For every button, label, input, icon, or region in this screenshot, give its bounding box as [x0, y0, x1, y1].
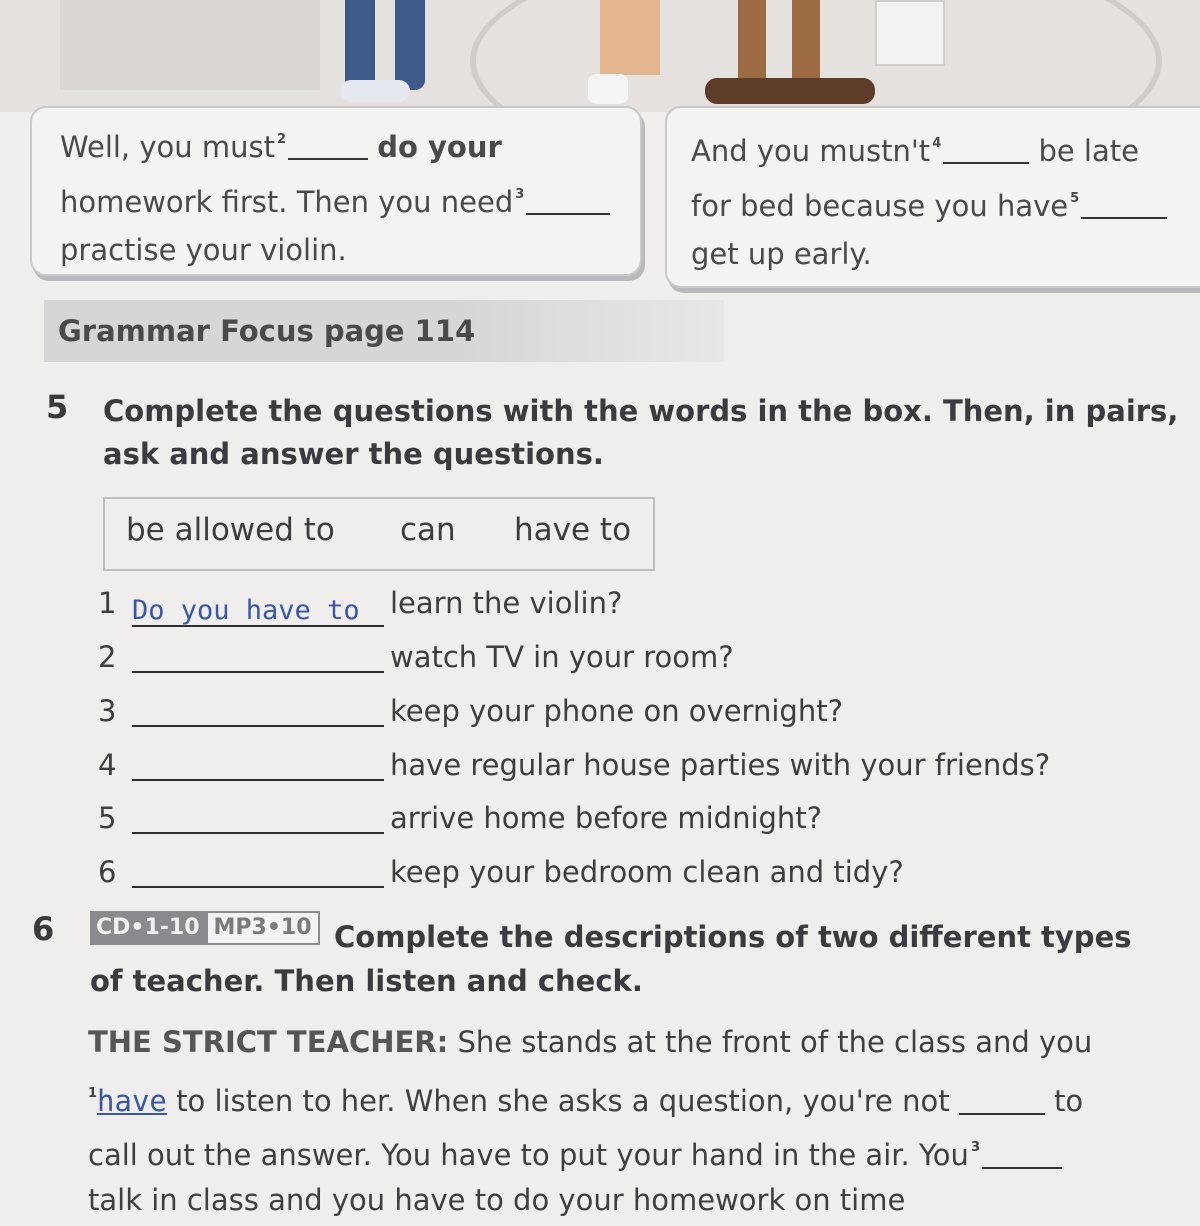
mp3-track-badge[interactable]: MP3•10 — [206, 911, 320, 945]
exercise-instruction — [103, 390, 1178, 476]
question-number: 2 — [98, 640, 117, 674]
paragraph-line — [88, 1174, 905, 1226]
shoe-left — [340, 80, 410, 102]
bubble-text: for bed because you have — [691, 189, 1069, 223]
gap-number: 1 — [88, 1086, 98, 1101]
gap-number: 5 — [1070, 191, 1080, 206]
cartoon-illustration — [0, 0, 1200, 112]
shoe-right — [705, 78, 875, 104]
question-text: arrive home before midnight? — [390, 801, 823, 835]
gap-number: 2 — [276, 132, 287, 147]
answer-blank[interactable] — [132, 802, 384, 834]
question-text: have regular house parties with your friends? — [390, 748, 1051, 782]
question-text: keep your phone on overnight? — [390, 694, 843, 728]
question-row — [98, 586, 622, 628]
bubble-left-line2 — [60, 171, 640, 226]
question-number: 5 — [98, 801, 117, 835]
shoe-middle — [588, 74, 628, 104]
question-number: 6 — [98, 855, 117, 889]
bucket — [875, 0, 945, 66]
bubble-right-line3: get up early. — [691, 237, 872, 271]
paragraph-text: She stands at the front of the class and you — [457, 1025, 1093, 1059]
paragraph-line — [88, 1122, 1062, 1181]
audio-track-badges — [90, 911, 320, 945]
word-box-item: have to — [514, 512, 632, 548]
character-legs-right — [738, 0, 766, 80]
character-legs-left — [345, 0, 375, 90]
character-legs-right-2 — [792, 0, 820, 80]
question-number: 3 — [98, 694, 117, 728]
paragraph-heading: THE STRICT TEACHER: — [88, 1025, 449, 1059]
bubble-right-line2 — [691, 175, 1200, 230]
answer-blank[interactable] — [132, 695, 384, 727]
instruction-line: ask and answer the questions. — [103, 437, 604, 471]
question-row — [98, 855, 904, 897]
paragraph-text: call out the answer. You have to put your hand in the air. You — [88, 1138, 969, 1172]
exercise-instruction: of teacher. Then listen and check. — [90, 964, 643, 998]
bubble-text: homework first. Then you need — [60, 185, 514, 219]
word-box-item: can — [400, 512, 456, 548]
fill-blank — [943, 136, 1029, 164]
instruction-line: Complete the questions with the words in the box. Then, in pairs, — [103, 394, 1179, 428]
bubble-text: do your — [377, 130, 502, 164]
bubble-text: Well, you must — [60, 130, 275, 164]
speech-bubble-right — [665, 106, 1200, 288]
paragraph-text: to — [1054, 1084, 1084, 1118]
exercise-instruction: Complete the descriptions of two different types — [334, 920, 1132, 954]
bubble-text: be late — [1038, 134, 1139, 168]
wall-panel — [60, 0, 320, 90]
question-row — [98, 640, 734, 682]
speech-bubble-left — [30, 106, 642, 276]
question-row — [98, 694, 843, 736]
gap-number: 4 — [932, 136, 942, 151]
question-number: 1 — [98, 586, 117, 620]
answer-blank[interactable] — [132, 856, 384, 888]
paragraph-text: to listen to her. When she asks a question, you're not — [176, 1084, 950, 1118]
fill-blank — [1081, 191, 1167, 219]
question-text: keep your bedroom clean and tidy? — [390, 855, 904, 889]
gap-number: 3 — [970, 1140, 980, 1155]
bubble-right-line1 — [691, 120, 1200, 175]
character-legs-left-2 — [395, 0, 425, 90]
fill-blank[interactable] — [959, 1085, 1045, 1115]
fill-blank[interactable] — [982, 1139, 1062, 1169]
word-box-item: be allowed to — [126, 512, 335, 548]
fill-blank — [526, 187, 610, 215]
paragraph-line — [88, 1068, 1083, 1127]
exercise-number: 5 — [46, 388, 69, 426]
character-legs-middle — [600, 0, 660, 75]
question-number: 4 — [98, 748, 117, 782]
fill-blank — [288, 132, 368, 160]
question-row — [98, 748, 1050, 790]
question-text: watch TV in your room? — [390, 640, 734, 674]
answer-blank[interactable]: Do you have to — [132, 595, 384, 627]
bubble-left-line3: practise your violin. — [60, 233, 347, 267]
question-row — [98, 801, 822, 843]
cd-track-badge[interactable]: CD•1-10 — [90, 911, 206, 945]
grammar-focus-label: Grammar Focus page 114 — [58, 314, 476, 348]
paragraph-text: talk in class and you have to do your homework on time — [88, 1183, 906, 1217]
answer-blank[interactable] — [132, 749, 384, 781]
handwritten-answer: have — [97, 1084, 167, 1118]
bubble-left-line1 — [60, 116, 640, 171]
bubble-text: And you mustn't — [691, 134, 931, 168]
paragraph-line — [88, 1016, 1092, 1068]
answer-blank[interactable] — [132, 641, 384, 673]
question-text: learn the violin? — [390, 586, 623, 620]
gap-number: 3 — [515, 187, 525, 202]
exercise-number: 6 — [32, 910, 55, 948]
